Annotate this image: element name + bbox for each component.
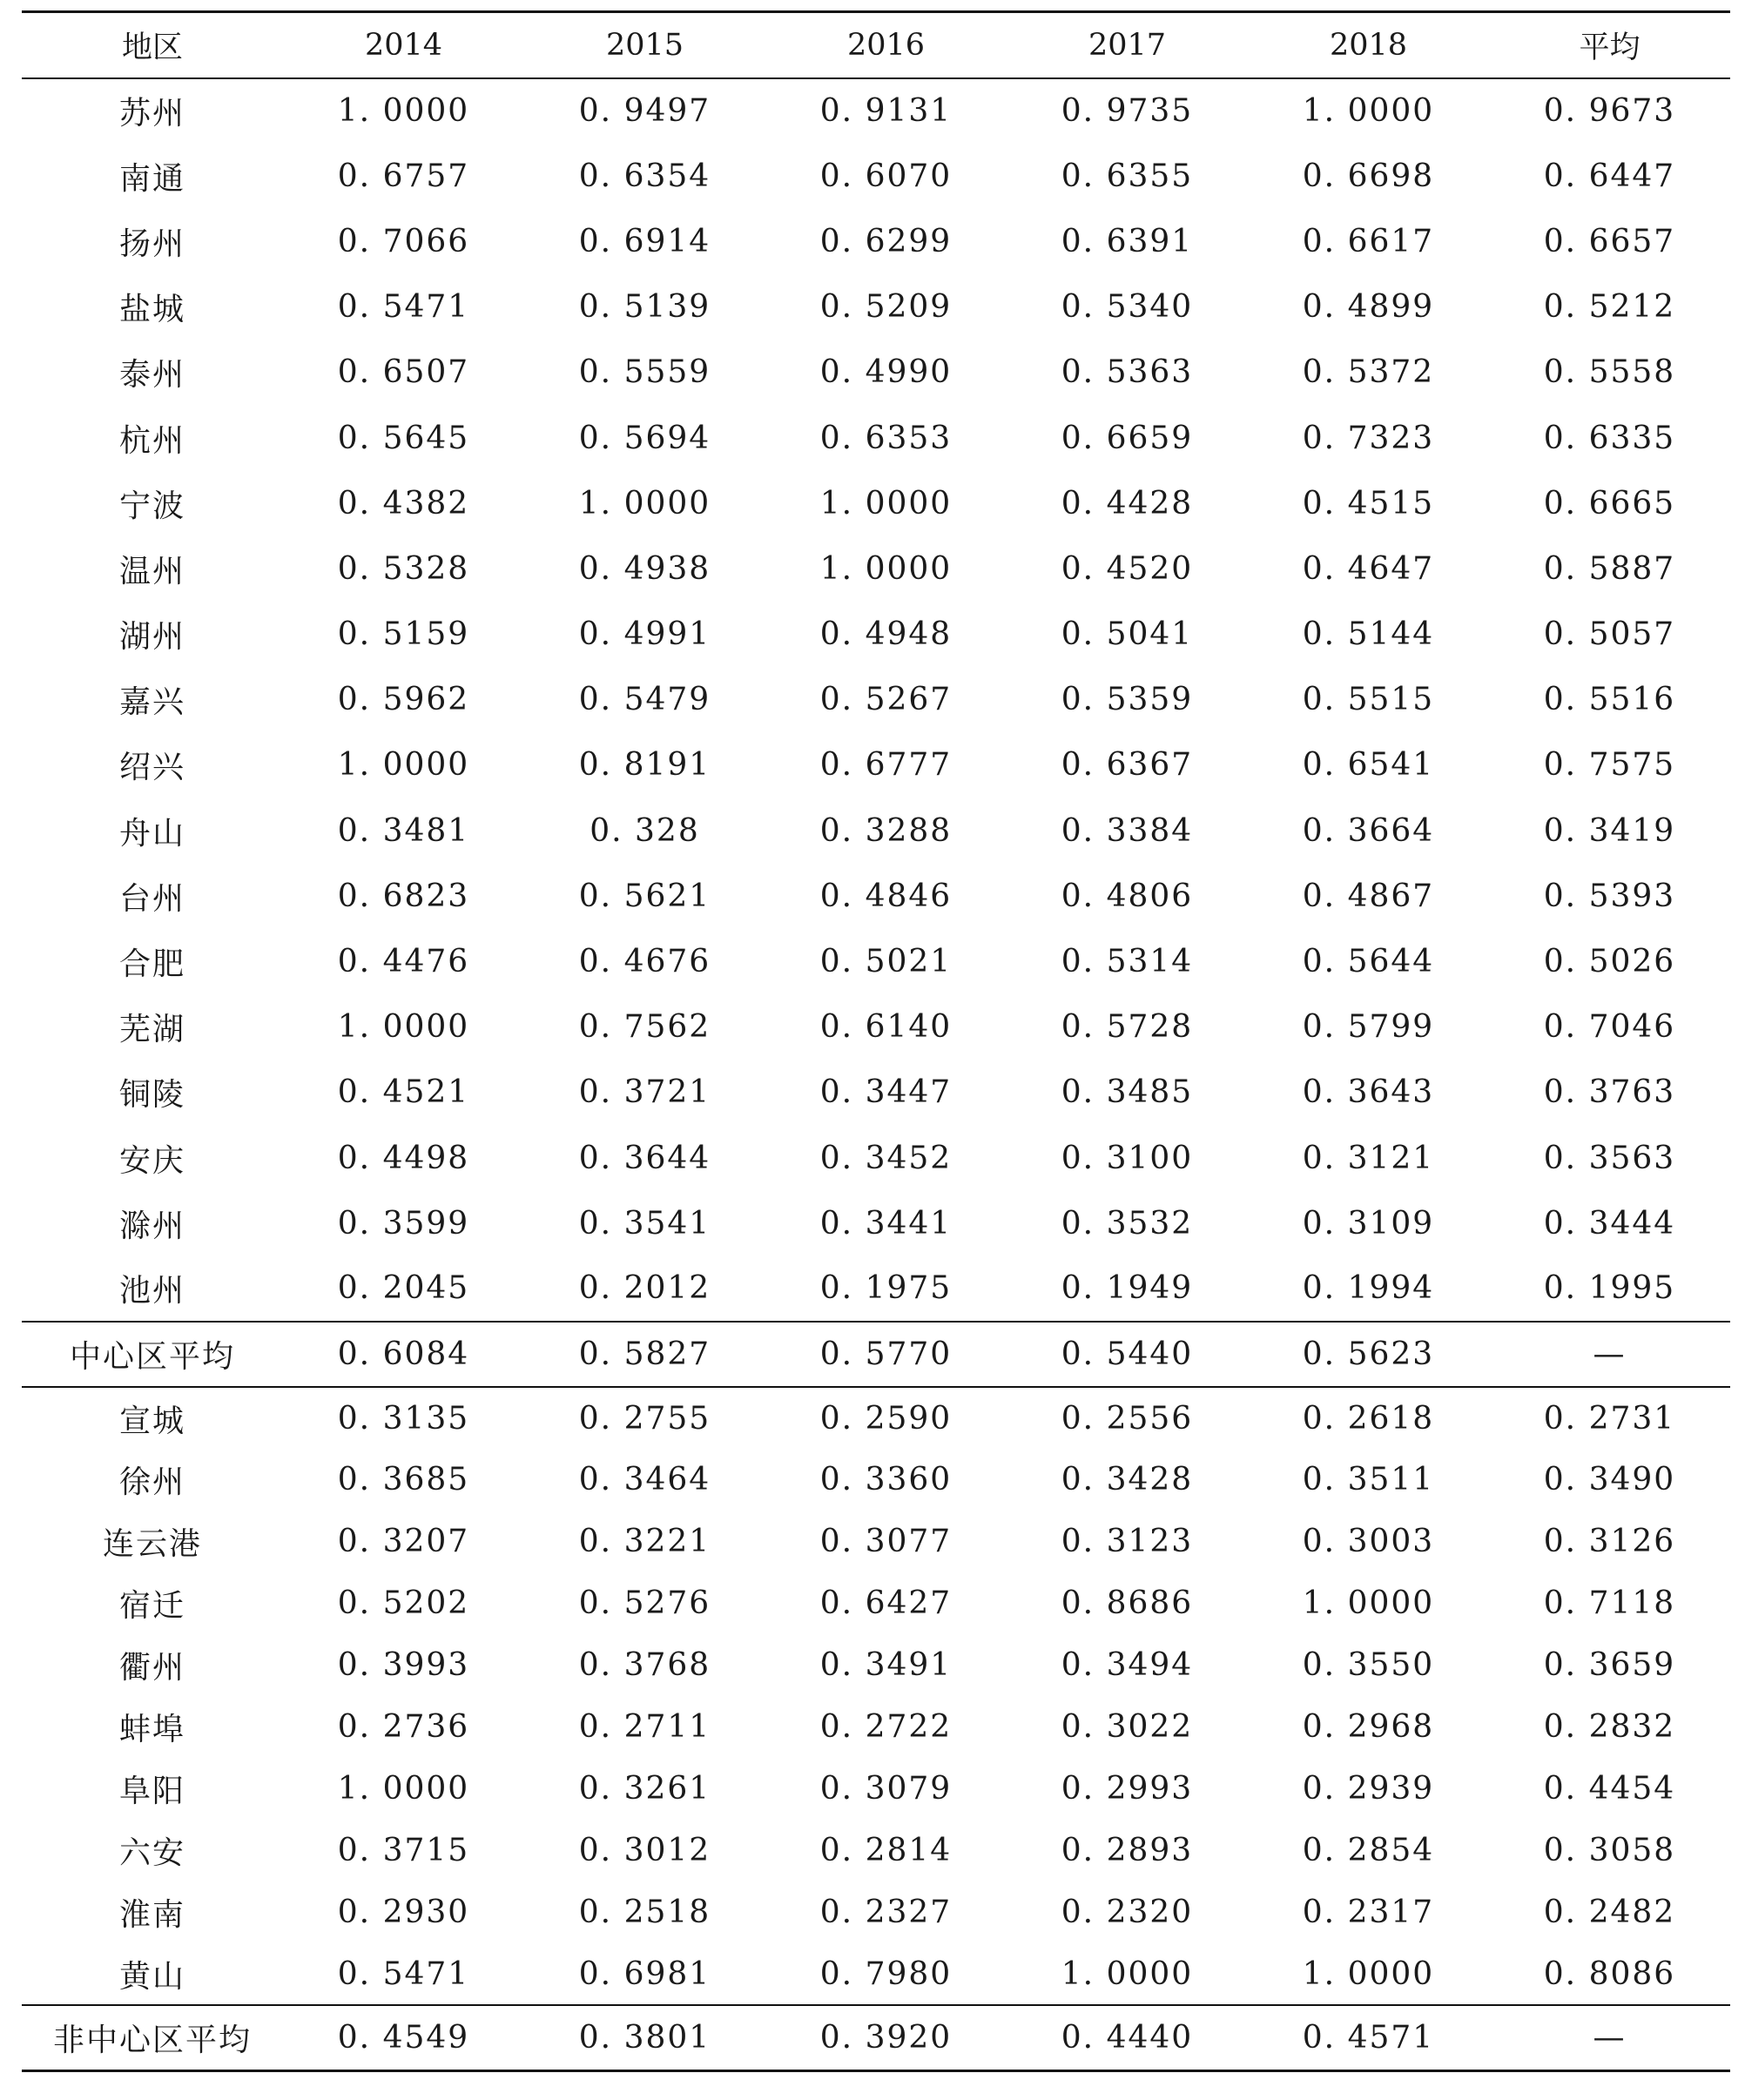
cell-2018: 0. 3550 bbox=[1302, 1647, 1435, 1684]
row-label: 六安 bbox=[118, 1835, 185, 1872]
cell-2015: 0. 3768 bbox=[578, 1647, 711, 1684]
row-label: 池州 bbox=[118, 1273, 185, 1309]
cell-2014: 0. 4498 bbox=[337, 1140, 470, 1176]
row-label: 宿迁 bbox=[118, 1588, 185, 1625]
cell-2016: 0. 6140 bbox=[819, 1009, 953, 1046]
cell-2016: 0. 2814 bbox=[819, 1833, 953, 1869]
cell-2014: 0. 4476 bbox=[337, 944, 470, 980]
row-label: 湖州 bbox=[118, 619, 185, 656]
cell-2017: 0. 3428 bbox=[1061, 1462, 1194, 1498]
row-label: 阜阳 bbox=[118, 1774, 185, 1810]
cell-2018: 0. 2968 bbox=[1302, 1709, 1435, 1746]
table-row bbox=[22, 1881, 1730, 1943]
cell-2014: 0. 6757 bbox=[337, 158, 470, 194]
efficiency-table bbox=[22, 10, 1730, 2072]
row-label: 南通 bbox=[118, 160, 185, 197]
row-label: 徐州 bbox=[118, 1464, 185, 1501]
cell-2017: 0. 2993 bbox=[1061, 1771, 1194, 1807]
cell-2017: 0. 5314 bbox=[1061, 944, 1194, 980]
cell-2015: 0. 3221 bbox=[578, 1524, 711, 1560]
cell-2017: 0. 3123 bbox=[1061, 1524, 1194, 1560]
row-label: 合肥 bbox=[118, 946, 185, 983]
cell-average: 0. 4454 bbox=[1543, 1771, 1676, 1807]
table-row bbox=[22, 1820, 1730, 1881]
table-row bbox=[22, 274, 1730, 340]
cell-2018: 0. 2618 bbox=[1302, 1400, 1435, 1437]
cell-2016: 0. 3360 bbox=[819, 1462, 953, 1498]
noncentral-average-row bbox=[22, 2005, 1730, 2070]
cell-average: 0. 3659 bbox=[1543, 1647, 1676, 1684]
cell-2016: 0. 7980 bbox=[819, 1955, 953, 1992]
cell-2018: 0. 5623 bbox=[1248, 1322, 1489, 1387]
cell-2018: 0. 4515 bbox=[1302, 485, 1435, 522]
cell-2015: 0. 5559 bbox=[578, 354, 711, 391]
cell-2014: 1. 0000 bbox=[337, 747, 470, 784]
cell-2014: 0. 5962 bbox=[337, 682, 470, 718]
cell-2016: 0. 4990 bbox=[819, 354, 953, 391]
cell-2015: 0. 3464 bbox=[578, 1462, 711, 1498]
cell-2015: 1. 0000 bbox=[578, 485, 711, 522]
cell-2018: 0. 5144 bbox=[1302, 616, 1435, 653]
cell-average: 0. 6665 bbox=[1543, 485, 1676, 522]
cell-2017: 0. 3494 bbox=[1061, 1647, 1194, 1684]
cell-average: 0. 2731 bbox=[1543, 1400, 1676, 1437]
cell-2016: 0. 3447 bbox=[819, 1074, 953, 1111]
cell-average: 0. 9673 bbox=[1543, 93, 1676, 130]
cell-2017: 0. 5728 bbox=[1061, 1009, 1194, 1046]
cell-2015: 0. 3261 bbox=[578, 1771, 711, 1807]
table-row bbox=[22, 667, 1730, 732]
cell-2018: 0. 6698 bbox=[1302, 158, 1435, 194]
cell-2017: 0. 5340 bbox=[1061, 289, 1194, 326]
cell-average: 0. 3126 bbox=[1543, 1524, 1676, 1560]
row-label: 淮南 bbox=[118, 1897, 185, 1934]
header-row bbox=[22, 12, 1730, 78]
cell-average: 0. 5057 bbox=[1543, 616, 1676, 653]
cell-2015: 0. 2012 bbox=[578, 1270, 711, 1307]
cell-2015: 0. 3541 bbox=[578, 1205, 711, 1242]
table-row bbox=[22, 798, 1730, 864]
table-row bbox=[22, 602, 1730, 667]
cell-2014: 0. 3685 bbox=[337, 1462, 470, 1498]
cell-average: 0. 3490 bbox=[1543, 1462, 1676, 1498]
cell-2014: 0. 5471 bbox=[337, 289, 470, 326]
cell-2015: 0. 9497 bbox=[578, 93, 711, 130]
table-row bbox=[22, 1572, 1730, 1634]
row-label: 嘉兴 bbox=[118, 684, 185, 721]
cell-2017: 0. 6391 bbox=[1061, 223, 1194, 259]
cell-2015: 0. 4991 bbox=[578, 616, 711, 653]
cell-2014: 0. 3135 bbox=[337, 1400, 470, 1437]
header-region: 地区 bbox=[121, 30, 183, 65]
cell-2016: 0. 9131 bbox=[819, 93, 953, 130]
table-row bbox=[22, 209, 1730, 274]
cell-2014: 0. 5159 bbox=[337, 616, 470, 653]
central-region-rows bbox=[22, 78, 1730, 1323]
central-average-section bbox=[22, 1322, 1730, 1387]
table-row bbox=[22, 1060, 1730, 1125]
cell-2017: 0. 3384 bbox=[1061, 812, 1194, 849]
cell-2017: 0. 3022 bbox=[1061, 1709, 1194, 1746]
cell-2016: 0. 6777 bbox=[819, 747, 953, 784]
cell-2017: 0. 6367 bbox=[1061, 747, 1194, 784]
cell-average: 0. 3763 bbox=[1543, 1074, 1676, 1111]
cell-2018: 0. 3003 bbox=[1302, 1524, 1435, 1560]
cell-2017: 0. 5440 bbox=[1007, 1322, 1248, 1387]
cell-2015: 0. 6354 bbox=[578, 158, 711, 194]
cell-2015: 0. 2755 bbox=[578, 1400, 711, 1437]
cell-2014: 0. 3207 bbox=[337, 1524, 470, 1560]
cell-2014: 0. 4382 bbox=[337, 485, 470, 522]
cell-2017: 0. 4428 bbox=[1061, 485, 1194, 522]
cell-2017: 0. 3485 bbox=[1061, 1074, 1194, 1111]
cell-average: 0. 6335 bbox=[1543, 420, 1676, 456]
row-label: 蚌埠 bbox=[118, 1712, 185, 1748]
cell-2016: 0. 3452 bbox=[819, 1140, 953, 1176]
cell-average: 0. 5026 bbox=[1543, 944, 1676, 980]
cell-2016: 0. 6427 bbox=[819, 1585, 953, 1622]
cell-2017: 0. 5041 bbox=[1061, 616, 1194, 653]
cell-2018: 0. 4647 bbox=[1302, 550, 1435, 587]
cell-average: 0. 5558 bbox=[1543, 354, 1676, 391]
cell-2015: 0. 5479 bbox=[578, 682, 711, 718]
cell-2016: 0. 5209 bbox=[819, 289, 953, 326]
cell-average: 0. 6657 bbox=[1543, 223, 1676, 259]
noncentral-region-rows bbox=[22, 1387, 1730, 2005]
table-row bbox=[22, 1387, 1730, 1449]
cell-2018: 1. 0000 bbox=[1302, 1585, 1435, 1622]
cell-2018: 0. 5515 bbox=[1302, 682, 1435, 718]
row-label: 安庆 bbox=[118, 1142, 185, 1179]
cell-2016: 1. 0000 bbox=[819, 485, 953, 522]
header-average: 平均 bbox=[1579, 30, 1641, 65]
cell-average: 0. 5212 bbox=[1543, 289, 1676, 326]
cell-2015: 0. 6914 bbox=[578, 223, 711, 259]
cell-2017: 0. 5359 bbox=[1061, 682, 1194, 718]
cell-2017: 0. 4520 bbox=[1061, 550, 1194, 587]
row-label: 台州 bbox=[118, 880, 185, 917]
table-row bbox=[22, 1511, 1730, 1572]
table-row bbox=[22, 1758, 1730, 1820]
header-2017: 2017 bbox=[1088, 27, 1167, 63]
cell-2016: 1. 0000 bbox=[819, 550, 953, 587]
cell-2014: 0. 3993 bbox=[337, 1647, 470, 1684]
cell-average: 0. 8086 bbox=[1543, 1955, 1676, 1992]
cell-2016: 0. 5021 bbox=[819, 944, 953, 980]
cell-2015: 0. 6981 bbox=[578, 1955, 711, 1992]
cell-2015: 0. 4938 bbox=[578, 550, 711, 587]
cell-2016: 0. 2590 bbox=[819, 1400, 953, 1437]
cell-2018: 0. 4571 bbox=[1248, 2005, 1489, 2070]
cell-2015: 0. 2711 bbox=[578, 1709, 711, 1746]
row-label: 芜湖 bbox=[118, 1012, 185, 1048]
table-row bbox=[22, 1256, 1730, 1322]
cell-2014: 0. 3599 bbox=[337, 1205, 470, 1242]
cell-2018: 0. 7323 bbox=[1302, 420, 1435, 456]
cell-2017: 0. 2320 bbox=[1061, 1895, 1194, 1931]
cell-2017: 0. 6355 bbox=[1061, 158, 1194, 194]
cell-2018: 0. 3109 bbox=[1302, 1205, 1435, 1242]
cell-2016: 0. 2722 bbox=[819, 1709, 953, 1746]
cell-average: 0. 5516 bbox=[1543, 682, 1676, 718]
cell-2016: 0. 5267 bbox=[819, 682, 953, 718]
cell-2016: 0. 1975 bbox=[819, 1270, 953, 1307]
cell-2018: 0. 3511 bbox=[1302, 1462, 1435, 1498]
cell-2016: 0. 3077 bbox=[819, 1524, 953, 1560]
cell-2018: 0. 4899 bbox=[1302, 289, 1435, 326]
cell-average: 0. 1995 bbox=[1543, 1270, 1676, 1307]
row-label: 宣城 bbox=[118, 1403, 185, 1439]
cell-2017: 1. 0000 bbox=[1061, 1955, 1194, 1992]
table-row bbox=[22, 994, 1730, 1060]
cell-2015: 0. 7562 bbox=[578, 1009, 711, 1046]
table-row bbox=[22, 78, 1730, 144]
table-row bbox=[22, 1634, 1730, 1696]
row-label: 连云港 bbox=[102, 1526, 202, 1563]
cell-2014: 1. 0000 bbox=[337, 1771, 470, 1807]
row-label: 舟山 bbox=[118, 815, 185, 851]
cell-2017: 0. 4806 bbox=[1061, 878, 1194, 914]
cell-2018: 0. 2317 bbox=[1302, 1895, 1435, 1931]
cell-2017: 0. 3100 bbox=[1061, 1140, 1194, 1176]
cell-2014: 0. 6507 bbox=[337, 354, 470, 391]
cell-2015: 0. 3644 bbox=[578, 1140, 711, 1176]
cell-2017: 0. 9735 bbox=[1061, 93, 1194, 130]
central-average-row bbox=[22, 1322, 1730, 1387]
cell-average: 0. 2482 bbox=[1543, 1895, 1676, 1931]
cell-2017: 0. 3532 bbox=[1061, 1205, 1194, 1242]
cell-2015: 0. 4676 bbox=[578, 944, 711, 980]
row-label: 泰州 bbox=[118, 357, 185, 394]
cell-average: 0. 3444 bbox=[1543, 1205, 1676, 1242]
cell-2017: 0. 2893 bbox=[1061, 1833, 1194, 1869]
cell-2016: 0. 3288 bbox=[819, 812, 953, 849]
table-row bbox=[22, 929, 1730, 994]
cell-2016: 0. 3079 bbox=[819, 1771, 953, 1807]
cell-2018: 0. 3121 bbox=[1302, 1140, 1435, 1176]
cell-2015: 0. 3801 bbox=[524, 2005, 765, 2070]
cell-2017: 0. 1949 bbox=[1061, 1270, 1194, 1307]
noncentral-average-section bbox=[22, 2005, 1730, 2070]
row-label: 杭州 bbox=[118, 422, 185, 459]
row-label: 衢州 bbox=[118, 1650, 185, 1686]
cell-2016: 0. 5770 bbox=[765, 1322, 1007, 1387]
cell-2016: 0. 6070 bbox=[819, 158, 953, 194]
row-label: 中心区平均 bbox=[22, 1322, 283, 1387]
cell-2015: 0. 5621 bbox=[578, 878, 711, 914]
cell-2016: 0. 3441 bbox=[819, 1205, 953, 1242]
cell-2018: 0. 2854 bbox=[1302, 1833, 1435, 1869]
cell-2018: 0. 5644 bbox=[1302, 944, 1435, 980]
cell-average: — bbox=[1489, 1322, 1730, 1387]
row-label: 扬州 bbox=[118, 225, 185, 262]
cell-2015: 0. 3721 bbox=[578, 1074, 711, 1111]
cell-2017: 0. 8686 bbox=[1061, 1585, 1194, 1622]
cell-2015: 0. 328 bbox=[590, 812, 700, 849]
cell-2015: 0. 5827 bbox=[524, 1322, 765, 1387]
cell-2015: 0. 2518 bbox=[578, 1895, 711, 1931]
cell-2014: 0. 5471 bbox=[337, 1955, 470, 1992]
row-label: 滁州 bbox=[118, 1208, 185, 1244]
cell-2018: 0. 3643 bbox=[1302, 1074, 1435, 1111]
row-label: 绍兴 bbox=[118, 750, 185, 786]
header-2016: 2016 bbox=[846, 27, 926, 63]
cell-2016: 0. 6353 bbox=[819, 420, 953, 456]
cell-2015: 0. 5276 bbox=[578, 1585, 711, 1622]
header-2015: 2015 bbox=[605, 27, 684, 63]
header-2014: 2014 bbox=[364, 27, 443, 63]
table-row bbox=[22, 1943, 1730, 2005]
cell-average: 0. 7046 bbox=[1543, 1009, 1676, 1046]
cell-average: 0. 5887 bbox=[1543, 550, 1676, 587]
cell-2017: 0. 5363 bbox=[1061, 354, 1194, 391]
cell-2016: 0. 4846 bbox=[819, 878, 953, 914]
cell-2015: 0. 5139 bbox=[578, 289, 711, 326]
row-label: 宁波 bbox=[118, 488, 185, 524]
cell-average: 0. 3563 bbox=[1543, 1140, 1676, 1176]
cell-2014: 0. 5645 bbox=[337, 420, 470, 456]
cell-2017: 0. 6659 bbox=[1061, 420, 1194, 456]
cell-2014: 0. 2045 bbox=[337, 1270, 470, 1307]
cell-2014: 0. 3481 bbox=[337, 812, 470, 849]
cell-2014: 0. 3715 bbox=[337, 1833, 470, 1869]
table-row bbox=[22, 340, 1730, 405]
cell-2017: 0. 2556 bbox=[1061, 1400, 1194, 1437]
row-label: 铜陵 bbox=[118, 1077, 185, 1114]
cell-2014: 0. 4521 bbox=[337, 1074, 470, 1111]
cell-2017: 0. 4440 bbox=[1007, 2005, 1248, 2070]
cell-2014: 1. 0000 bbox=[337, 1009, 470, 1046]
cell-average: 0. 6447 bbox=[1543, 158, 1676, 194]
cell-average: 0. 3419 bbox=[1543, 812, 1676, 849]
cell-2018: 0. 5372 bbox=[1302, 354, 1435, 391]
table-row bbox=[22, 864, 1730, 929]
cell-2015: 0. 8191 bbox=[578, 747, 711, 784]
header-2018: 2018 bbox=[1329, 27, 1408, 63]
table-header bbox=[22, 12, 1730, 78]
table-row bbox=[22, 471, 1730, 536]
cell-2018: 0. 1994 bbox=[1302, 1270, 1435, 1307]
table-row bbox=[22, 405, 1730, 470]
row-label: 盐城 bbox=[118, 292, 185, 328]
cell-2014: 0. 4549 bbox=[283, 2005, 524, 2070]
cell-average: 0. 2832 bbox=[1543, 1709, 1676, 1746]
cell-2014: 0. 2930 bbox=[337, 1895, 470, 1931]
cell-2015: 0. 5694 bbox=[578, 420, 711, 456]
cell-2014: 0. 5328 bbox=[337, 550, 470, 587]
cell-2016: 0. 4948 bbox=[819, 616, 953, 653]
cell-2018: 0. 4867 bbox=[1302, 878, 1435, 914]
table-row bbox=[22, 732, 1730, 798]
cell-2014: 0. 6823 bbox=[337, 878, 470, 914]
cell-2015: 0. 3012 bbox=[578, 1833, 711, 1869]
cell-2016: 0. 3920 bbox=[765, 2005, 1007, 2070]
cell-2016: 0. 3491 bbox=[819, 1647, 953, 1684]
row-label: 苏州 bbox=[118, 96, 185, 132]
table-row bbox=[22, 1449, 1730, 1511]
cell-2018: 0. 2939 bbox=[1302, 1771, 1435, 1807]
cell-2014: 0. 7066 bbox=[337, 223, 470, 259]
cell-average: 0. 7575 bbox=[1543, 747, 1676, 784]
table-row bbox=[22, 1126, 1730, 1191]
row-label: 黄山 bbox=[118, 1958, 185, 1995]
cell-2018: 0. 3664 bbox=[1302, 812, 1435, 849]
cell-2018: 0. 5799 bbox=[1302, 1009, 1435, 1046]
table-row bbox=[22, 536, 1730, 602]
cell-average: — bbox=[1489, 2005, 1730, 2070]
cell-average: 0. 7118 bbox=[1543, 1585, 1676, 1622]
cell-2018: 0. 6617 bbox=[1302, 223, 1435, 259]
cell-2018: 1. 0000 bbox=[1302, 93, 1435, 130]
cell-2018: 1. 0000 bbox=[1302, 1955, 1435, 1992]
table-row bbox=[22, 1696, 1730, 1758]
cell-average: 0. 3058 bbox=[1543, 1833, 1676, 1869]
cell-2014: 0. 2736 bbox=[337, 1709, 470, 1746]
cell-2014: 0. 5202 bbox=[337, 1585, 470, 1622]
table-row bbox=[22, 1191, 1730, 1256]
table-row bbox=[22, 144, 1730, 209]
cell-2018: 0. 6541 bbox=[1302, 747, 1435, 784]
cell-2016: 0. 2327 bbox=[819, 1895, 953, 1931]
row-label: 非中心区平均 bbox=[22, 2005, 283, 2070]
efficiency-table-container bbox=[22, 10, 1730, 2072]
row-label: 温州 bbox=[118, 553, 185, 589]
cell-2016: 0. 6299 bbox=[819, 223, 953, 259]
cell-2014: 0. 6084 bbox=[283, 1322, 524, 1387]
cell-average: 0. 5393 bbox=[1543, 878, 1676, 914]
cell-2014: 1. 0000 bbox=[337, 93, 470, 130]
